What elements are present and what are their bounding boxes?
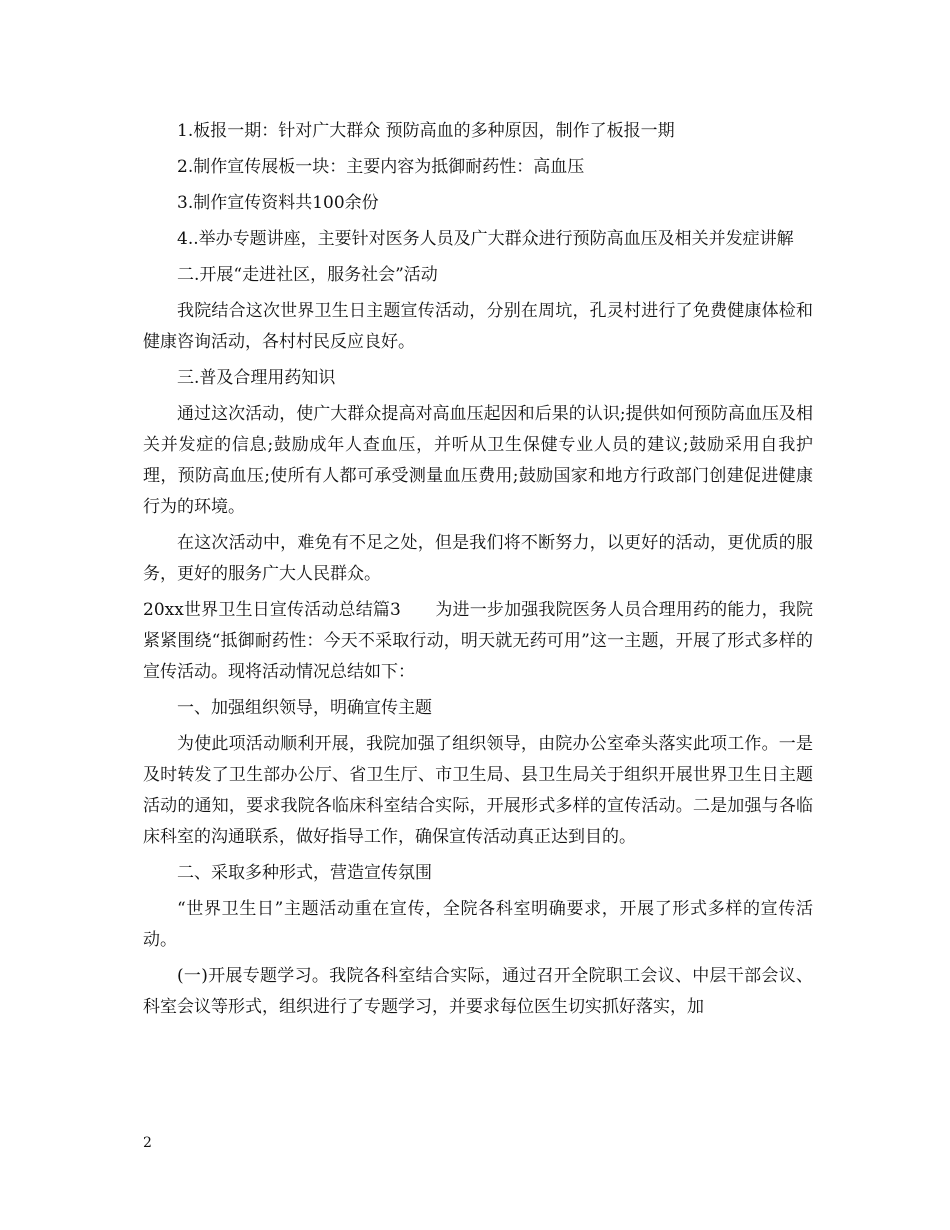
document-body bbox=[143, 116, 813, 1028]
article-3-intro: 20xx世界卫生日宣传活动总结篇3 为进一步加强我院医务人员合理用药的能力，我院紧紧围绕“抵御耐药性：今天不采取行动，明天就无药可用”这一主题，开展了形式多样的宣传活动。现将活动情况总结如下： bbox=[143, 600, 813, 682]
paragraph-item-2: 2.制作宣传展板一块：主要内容为抵御耐药性：高血压 bbox=[177, 157, 585, 177]
paragraph-organization: 为使此项活动顺利开展，我院加强了组织领导，由院办公室牵头落实此项工作。一是及时转发了卫生部办公厅、省卫生厅、市卫生局、县卫生局关于组织开展世界卫生日主题活动的通知，要求我院各临床科室结合实际，开展形式多样的宣传活动。二是加强与各临床科室的沟通联系，做好指导工作，确保宣传活动真正达到目的。 bbox=[143, 734, 813, 847]
section-heading-organization: 一、加强组织领导，明确宣传主题 bbox=[177, 698, 432, 718]
page-number: 2 bbox=[143, 1135, 152, 1151]
section-heading-forms: 二、采取多种形式，营造宣传氛围 bbox=[177, 863, 432, 883]
section-heading-3: 三.普及合理用药知识 bbox=[177, 368, 336, 388]
paragraph-item-4: 4..举办专题讲座，主要针对医务人员及广大群众进行预防高血压及相关并发症讲解 bbox=[177, 229, 794, 249]
paragraph-item-1: 1.板报一期：针对广大群众 预防高血的多种原因，制作了板报一期 bbox=[177, 121, 675, 141]
paragraph-closing: 在这次活动中，难免有不足之处，但是我们将不断努力，以更好的活动，更优质的服务，更好的服务广大人民群众。 bbox=[143, 533, 813, 584]
paragraph-world-health-day: “世界卫生日”主题活动重在宣传，全院各科室明确要求，开展了形式多样的宣传活动。 bbox=[143, 899, 813, 950]
paragraph-knowledge: 通过这次活动，使广大群众提高对高血压起因和后果的认识;提供如何预防高血压及相关并发症的信息;鼓励成年人查血压，并听从卫生保健专业人员的建议;鼓励采用自我护理，预防高血压;使所有人都可承受测量血压费用;鼓励国家和地方行政部门创建促进健康行为的环境。 bbox=[143, 404, 813, 517]
paragraph-special-study: (一)开展专题学习。我院各科室结合实际，通过召开全院职工会议、中层干部会议、科室会议等形式，组织进行了专题学习，并要求每位医生切实抓好落实，加 bbox=[143, 966, 813, 1017]
paragraph-community: 我院结合这次世界卫生日主题宣传活动，分别在周坑，孔灵村进行了免费健康体检和健康咨询活动，各村村民反应良好。 bbox=[143, 301, 813, 352]
paragraph-item-3: 3.制作宣传资料共100余份 bbox=[177, 193, 379, 213]
section-heading-2: 二.开展“走进社区，服务社会”活动 bbox=[177, 265, 438, 285]
